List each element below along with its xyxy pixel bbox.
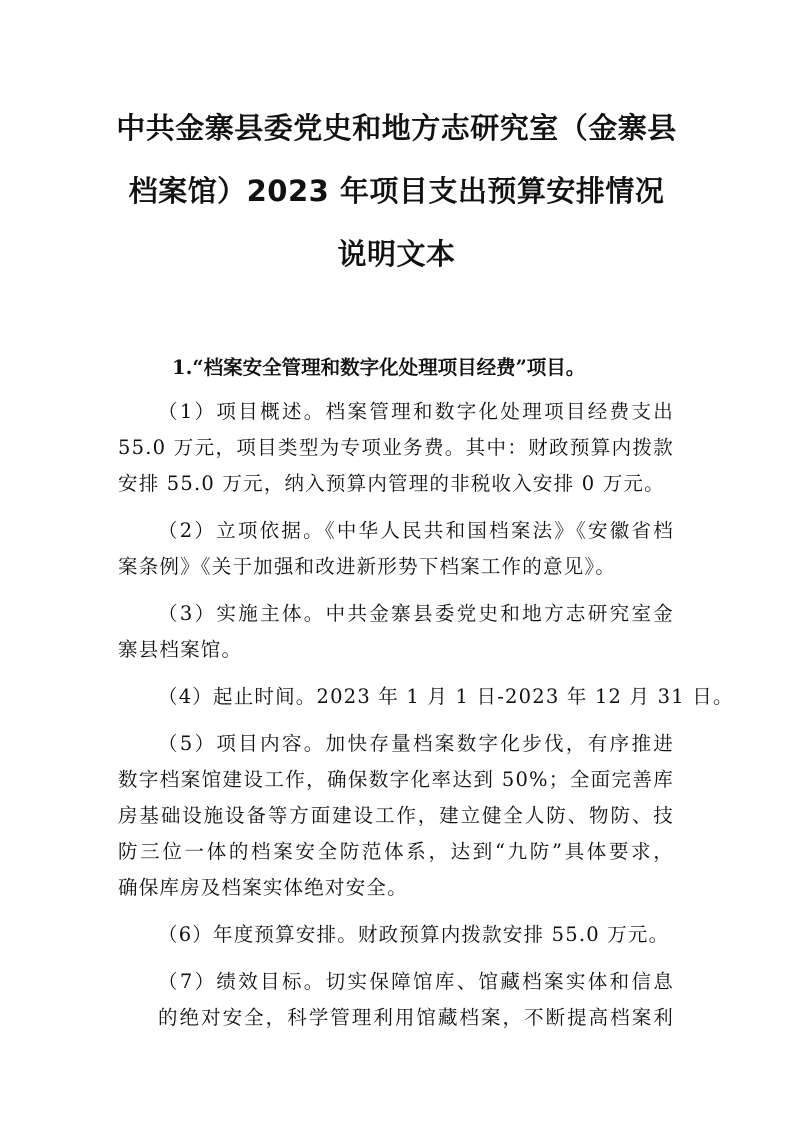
- document-title-line-3: 说明文本: [337, 237, 456, 271]
- body-text-line: （3）实施主体。中共金寨县委党史和地方志研究室金: [158, 602, 674, 625]
- document-title-line-1: 中共金寨县委党史和地方志研究室（金寨县: [116, 111, 677, 145]
- body-text-line: 案条例》《关于加强和改进新形势下档案工作的意见》。: [118, 555, 617, 578]
- body-text-line: 防三位一体的档案安全防范体系，达到“九防”具体要求，: [118, 840, 674, 863]
- body-text-line: （1）项目概述。档案管理和数字化处理项目经费支出: [158, 400, 674, 423]
- document-title-line-2: 档案馆）2023 年项目支出预算安排情况: [128, 174, 665, 208]
- body-text-line: （7）绩效目标。切实保障馆库、馆藏档案实体和信息: [158, 970, 674, 993]
- body-text-line: （6）年度预算安排。财政预算内拨款安排 55.0 万元。: [158, 923, 670, 946]
- body-text-line: 房基础设施设备等方面建设工作，建立健全人防、物防、技: [118, 804, 674, 827]
- body-text-line: 确保库房及档案实体绝对安全。: [118, 876, 408, 899]
- body-text-line: 55.0 万元，项目类型为专项业务费。其中：财政预算内拨款: [118, 436, 674, 459]
- body-text-line: （2）立项依据。《中华人民共和国档案法》《安徽省档: [158, 519, 674, 542]
- body-text-line: （4）起止时间。2023 年 1 月 1 日-2023 年 12 月 31 日。: [158, 685, 734, 708]
- body-text-line: 数字档案馆建设工作，确保数字化率达到 50%；全面完善库: [118, 768, 674, 791]
- body-text-line: 寨县档案馆。: [118, 638, 243, 661]
- body-text-line: 安排 55.0 万元，纳入预算内管理的非税收入安排 0 万元。: [118, 472, 665, 495]
- body-text-line: 的绝对安全，科学管理利用馆藏档案，不断提高档案利: [158, 1006, 674, 1029]
- body-text-line: （5）项目内容。加快存量档案数字化步伐，有序推进: [158, 732, 674, 755]
- section-heading: 1.“档案安全管理和数字化处理项目经费”项目。: [172, 356, 586, 379]
